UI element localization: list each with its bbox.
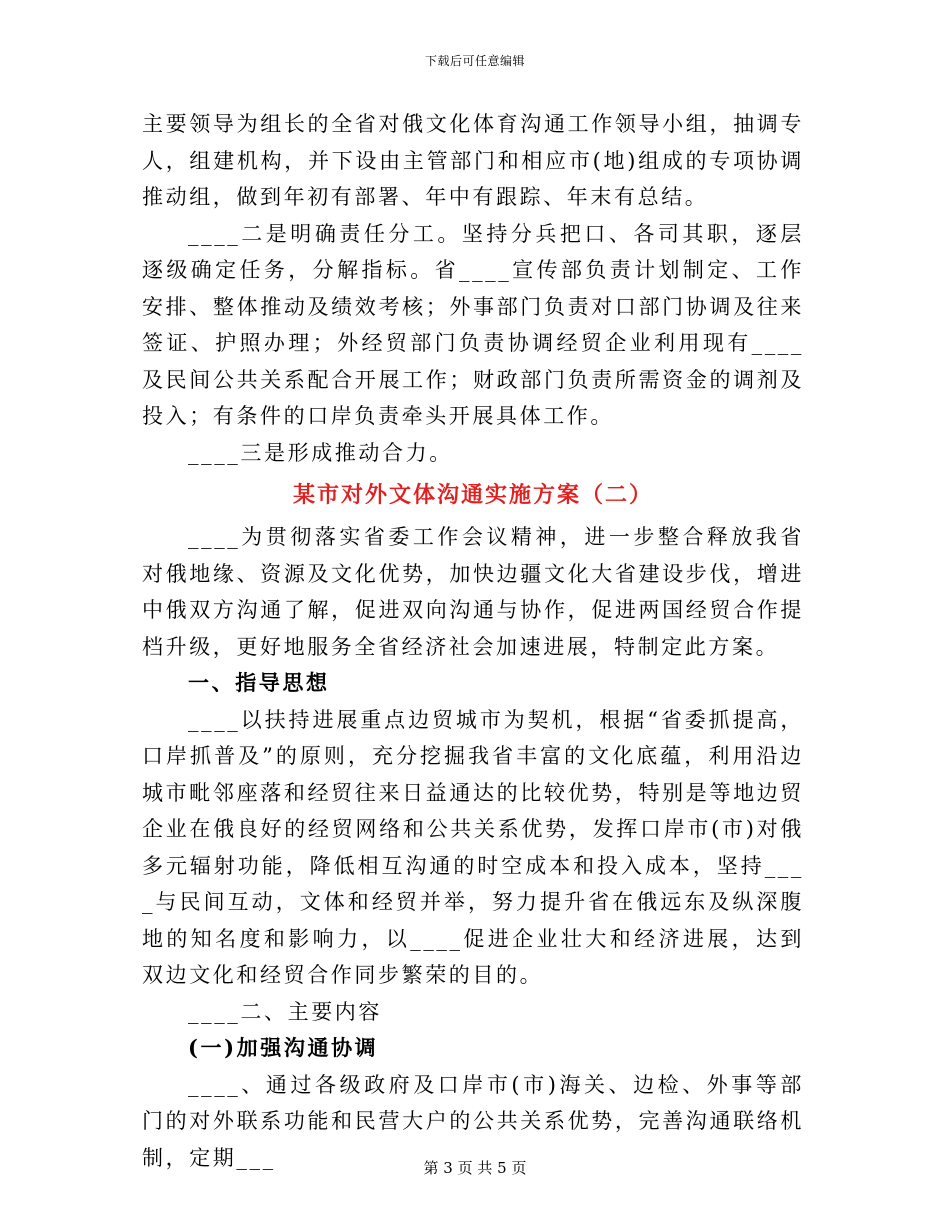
page-footer: 第 3 页 共 5 页 (423, 1159, 527, 1177)
heading-strengthen-communication: (一)加强沟通协调 (188, 1035, 379, 1060)
page-header: 下载后可任意编辑 (424, 54, 525, 68)
paragraph-communication: ____、通过各级政府及口岸市(市)海关、边检、外事等部门的对外联系功能和民营大户的公共关系优势，完善沟通联络机制，定期___ (142, 1072, 804, 1170)
paragraph-joint-force: ____三是形成推动合力。 (188, 440, 453, 465)
paragraph-responsibility: ____二是明确责任分工。坚持分兵把口、各司其职，逐层逐级确定任务，分解指标。省____宣传部负责计划制定、工作安排、整体推动及绩效考核；外事部门负责对口部门协调及往来签证、护照办理；外经贸部门负责协调经贸企业利用现有____及民间公共关系配合开展工作；财政部门负责所需资金的调剂及投入；有条件的口岸负责牵头开展具体工作。 (142, 221, 804, 428)
paragraph-leadership-group: 主要领导为组长的全省对俄文化体育沟通工作领导小组，抽调专人，组建机构，并下设由主管部门和相应市(地)组成的专项协调推动组，做到年初有部署、年中有跟踪、年末有总结。 (142, 112, 804, 209)
document-body (142, 106, 804, 1176)
paragraph-guiding-thought: ____以扶持进展重点边贸城市为契机，根据“省委抓提高，口岸抓普及”的原则，充分挖掘我省丰富的文化底蕴，利用沿边城市毗邻座落和经贸往来日益通达的比较优势，特别是等地边贸企业在俄良好的经贸网络和公共关系优势，发挥口岸市(市)对俄多元辐射功能，降低相互沟通的时空成本和投入成本，坚持____与民间互动，文体和经贸并举，努力提升省在俄远东及纵深腹地的知名度和影响力，以____促进企业壮大和经济进展，达到双边文化和经贸合作同步繁荣的目的。 (142, 707, 804, 987)
paragraph-purpose: ____为贯彻落实省委工作会议精神，进一步整合释放我省对俄地缘、资源及文化优势，加快边疆文化大省建设步伐，增进中俄双方沟通了解，促进双向沟通与协作，促进两国经贸合作提档升级，更好地服务全省经济社会加速进展，特制定此方案。 (142, 525, 804, 659)
heading-main-content: ____二、主要内容 (188, 999, 382, 1024)
document-title: 某市对外文体沟通实施方案（二） (292, 482, 653, 508)
heading-guiding-thought: 一、指导思想 (188, 670, 330, 695)
